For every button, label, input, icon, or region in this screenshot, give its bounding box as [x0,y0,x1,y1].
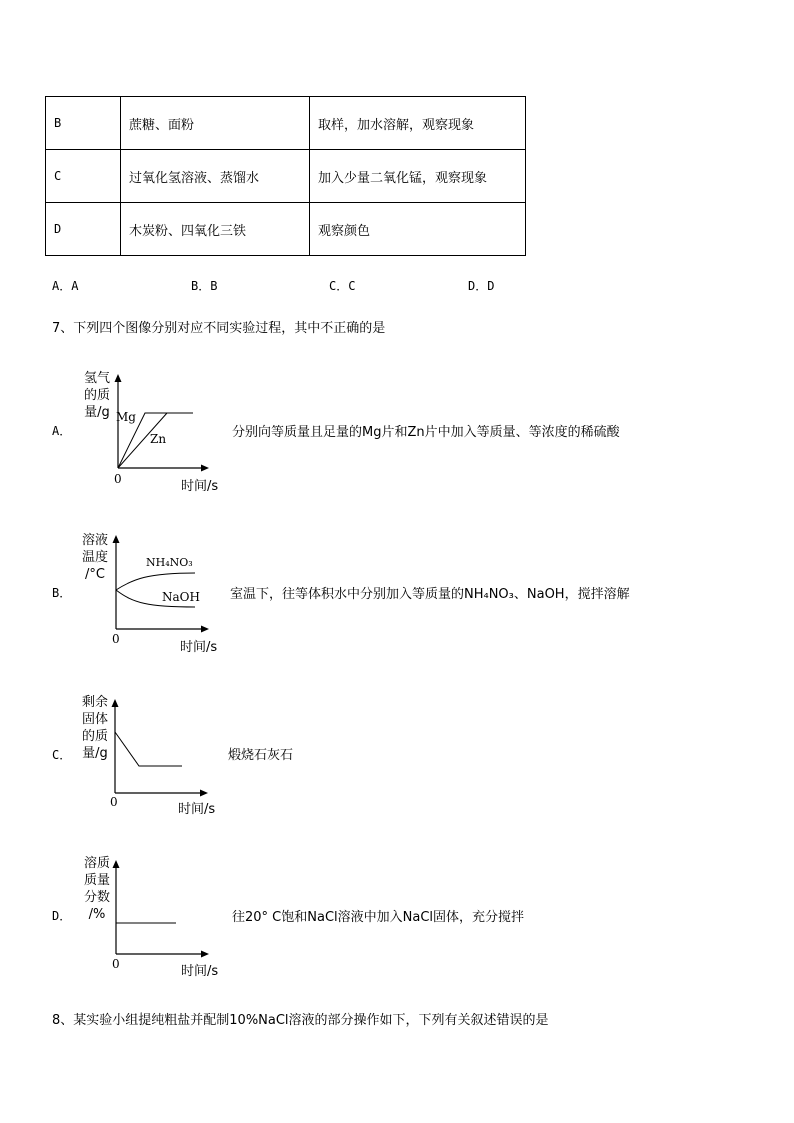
option-b-label[interactable]: B． [52,586,72,600]
choice-a[interactable]: A．A [52,279,79,293]
ylabel-line: 温度 [81,550,108,565]
option-c-desc: 煅烧石灰石 [228,748,294,763]
ylabel-line: /°C [85,567,105,582]
question-8-stem: 8、某实验小组提纯粗盐并配制10%NaCl溶液的部分操作如下，下列有关叙述错误的是 [52,1013,549,1028]
method-cell: 加入少量二氧化锰，观察现象 [310,150,526,203]
table-row [46,97,526,150]
x-axis-arrow [200,790,208,797]
ylabel-line: 溶液 [81,533,108,548]
ylabel-line: /% [88,907,106,922]
option-c-label[interactable]: C． [52,748,72,762]
option-b-desc: 室温下，往等体积水中分别加入等质量的NH₄NO₃、NaOH，搅拌溶解 [230,587,630,602]
y-axis-arrow [113,860,120,868]
mg-label: Mg [116,410,136,424]
y-axis-arrow [115,374,122,382]
ylabel-line: 剩余 [81,695,108,710]
ylabel-line: 氢气 [83,371,110,386]
mass-curve [115,732,182,766]
origin-label: 0 [114,472,122,486]
option-d-desc: 往20° C饱和NaCl溶液中加入NaCl固体，充分搅拌 [232,910,525,925]
option-a-label[interactable]: A． [52,424,72,438]
ylabel-line: 的质 [81,729,108,744]
nh4no3-label: NH₄NO₃ [146,556,193,569]
y-axis-arrow [112,699,119,707]
graph-a [105,372,215,477]
x-axis-arrow [201,626,209,633]
ylabel-line: 固体 [81,712,108,727]
method-cell: 观察颜色 [310,203,526,256]
zn-label: Zn [150,432,167,446]
x-axis-arrow [201,465,209,472]
option-cell: C [46,150,121,203]
option-cell: B [46,97,121,150]
ylabel-line: 的质 [83,388,110,403]
ylabel-line: 溶质 [83,856,110,871]
ylabel-line: 量/g [82,746,108,761]
naoh-label: NaOH [162,590,200,604]
question-7-stem: 7、下列四个图像分别对应不同实验过程，其中不正确的是 [52,321,386,336]
nh4no3-curve [116,573,195,590]
origin-label: 0 [112,957,120,971]
x-axis-label: 时间/s [181,479,219,494]
ylabel-line: 量/g [84,405,110,420]
option-a-desc: 分别向等质量且足量的Mg片和Zn片中加入等质量、等浓度的稀硫酸 [232,425,620,440]
x-axis-arrow [201,951,209,958]
ylabel-line: 质量 [83,873,110,888]
graph-c [102,697,214,799]
x-axis-label: 时间/s [178,802,216,817]
ylabel-line: 分数 [83,890,110,905]
x-axis-label: 时间/s [180,640,218,655]
choice-b[interactable]: B．B [191,279,218,293]
method-cell: 取样，加水溶解，观察现象 [310,97,526,150]
table-row [46,150,526,203]
graph-b [103,533,215,635]
substances-cell: 过氧化氢溶液、蒸馏水 [121,150,310,203]
table-row [46,203,526,256]
option-d-label[interactable]: D． [52,909,72,923]
origin-label: 0 [110,795,118,809]
option-cell: D [46,203,121,256]
origin-label: 0 [112,632,120,646]
options-table [45,96,526,256]
y-axis-arrow [113,535,120,543]
substances-cell: 蔗糖、面粉 [121,97,310,150]
x-axis-label: 时间/s [181,964,219,979]
graph-d [103,858,215,960]
choice-c[interactable]: C．C [329,279,356,293]
substances-cell: 木炭粉、四氧化三铁 [121,203,310,256]
choice-d[interactable]: D．D [468,279,495,293]
